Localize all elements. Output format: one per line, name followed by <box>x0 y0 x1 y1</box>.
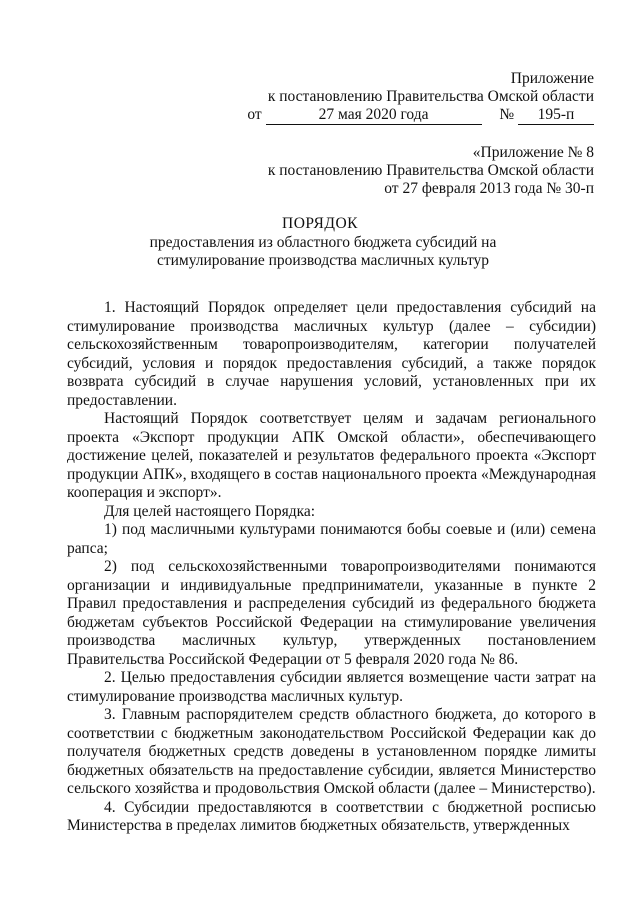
appendix-8-line-1: «Приложение № 8 <box>472 144 594 161</box>
number-prefix: № <box>499 106 515 123</box>
approval-number: 195-п <box>518 106 594 125</box>
paragraph: 3. Главным распорядителем средств областного бюджета, до которого в соответствии с бюджетным законодательством Российской Федерации как до получателя бюджетных средств доведены в установленном порядке лимиты бюджетных обязательств на предоставление субсидии, является Министерство сельского хозяйства и продовольствия Омской области (далее – Министерство). <box>67 706 596 797</box>
approval-block <box>247 70 594 125</box>
document-body <box>67 299 596 836</box>
appendix-8-line-3: от 27 февраля 2013 года № 30-п <box>384 180 594 197</box>
appendix-8-block <box>268 144 594 198</box>
appendix-8-line-2: к постановлению Правительства Омской области <box>267 162 594 179</box>
paragraph: 2. Целью предоставления субсидии является возмещение части затрат на стимулирование производства масличных культур. <box>67 669 596 705</box>
document-title: ПОРЯДОК <box>282 215 358 232</box>
date-prefix: от <box>247 106 262 123</box>
approval-date-row <box>247 106 594 125</box>
paragraph: Настоящий Порядок соответствует целям и задачам регионального проекта «Экспорт продукции АПК Омской области», обеспечивающего достижение целей, показателей и результатов федерального проекта «Экспорт продукции АПК», входящего в состав национального проекта «Международная кооперация и экспорт». <box>67 410 596 501</box>
approval-line-2: к постановлению Правительства Омской области <box>267 88 594 105</box>
approval-line-1: Приложение <box>510 70 594 87</box>
paragraph: 1) под масличными культурами понимаются бобы соевые и (или) семена рапса; <box>67 521 596 557</box>
paragraph: 2) под сельскохозяйственными товаропроизводителями понимаются организации и индивидуальные предприниматели, указанные в пункте 2 Правил предоставления и распределения субсидий из федерального бюджета бюджетам субъектов Российской Федерации на стимулирование увеличения производства масличных культур, утвержденных постановлением Правительства Российской Федерации от 5 февраля 2020 года № 86. <box>67 558 596 668</box>
paragraph: 4. Субсидии предоставляются в соответствии с бюджетной росписью Министерства в пределах лимитов бюджетных обязательств, утвержденных <box>67 798 596 834</box>
paragraph: Для целей настоящего Порядка: <box>104 502 316 520</box>
approval-date: 27 мая 2020 года <box>266 106 482 125</box>
document-subtitle: предоставления из областного бюджета субсидий на стимулирование производства масличных культур <box>149 234 497 269</box>
paragraph: 1. Настоящий Порядок определяет цели предоставления субсидий на стимулирование производства масличных культур (далее – субсидии) сельскохозяйственным товаропроизводителям, категории получателей субсидий, условия и порядок предоставления субсидий, а также порядок возврата субсидий в случае нарушения условий, установленных при их предоставлении. <box>67 299 596 409</box>
